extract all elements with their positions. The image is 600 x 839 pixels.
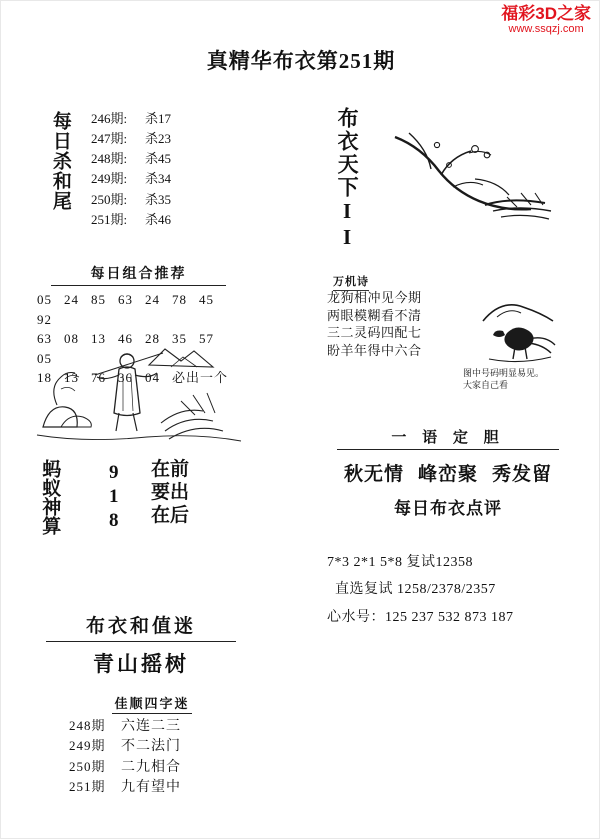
buyi-tianxia-label: 布衣天下II	[335, 107, 360, 251]
scholar-scene-illustration	[31, 331, 246, 451]
ant-word: 在	[151, 504, 171, 526]
combo-cell: 24	[145, 292, 160, 307]
kill-period: 248期:	[91, 151, 128, 167]
plum-branch-icon	[389, 119, 564, 229]
combo-cell: 13	[91, 331, 106, 346]
dan-word: 峰峦聚	[417, 464, 478, 485]
kill-value: 杀34	[145, 171, 172, 187]
combo-cell: 63	[118, 292, 133, 307]
combo-cell: 18	[37, 370, 52, 385]
four-char-period: 251期	[69, 778, 106, 794]
four-char-text: 不二法门	[121, 739, 181, 755]
four-char-period: 250期	[69, 758, 106, 774]
numbers-line-3: 心水号：125 237 532 873 187	[327, 609, 514, 625]
four-char-text: 六连二三	[121, 719, 181, 734]
note-line: 图中号码明显易见。	[463, 368, 545, 378]
kill-value: 杀23	[145, 131, 172, 147]
wanji-poem-lines	[327, 289, 422, 359]
combo-cell: 05	[37, 350, 52, 366]
table-row	[69, 737, 219, 757]
table-row	[69, 758, 219, 778]
bird-rock-icon	[463, 287, 573, 367]
kill-value: 杀45	[145, 151, 172, 167]
combo-cell: 35	[172, 331, 187, 346]
list-item	[91, 190, 171, 210]
four-char-text: 二九相合	[121, 759, 181, 775]
kill-value: 杀17	[145, 111, 172, 126]
list-item	[91, 129, 171, 149]
combo-cell: 28	[145, 331, 160, 346]
ant-word: 出	[170, 481, 190, 503]
combo-cell: 05	[37, 292, 52, 307]
combo-cell: 46	[118, 331, 133, 346]
combo-cell: 57	[199, 331, 214, 346]
list-item	[151, 505, 189, 528]
combo-cell: 63	[37, 331, 52, 346]
note-line: 大家自己看	[463, 380, 509, 391]
list-item	[151, 459, 189, 482]
table-row	[69, 778, 219, 798]
ant-divination-block	[31, 459, 246, 539]
list-item	[91, 210, 171, 230]
combo-cell: 36	[118, 370, 133, 385]
ant-divination-label: 蚂蚁神算	[39, 459, 61, 535]
table-row	[69, 717, 219, 737]
ant-number: 8	[109, 509, 119, 531]
yiyu-dingdan-block	[323, 426, 573, 519]
table-row	[37, 290, 246, 329]
list-item	[91, 149, 171, 169]
ant-divination-words	[151, 459, 189, 527]
ant-word: 在	[151, 459, 171, 480]
four-char-riddle-block	[69, 693, 219, 798]
dan-word: 秀发留	[492, 464, 553, 485]
dan-word: 秋无情	[343, 464, 404, 485]
list-item	[91, 169, 171, 189]
combo-cell: 76	[91, 370, 106, 385]
watermark	[501, 5, 591, 35]
watermark-main-text: 福彩3D之家	[501, 4, 591, 23]
ant-word: 后	[170, 504, 190, 526]
poem-line: 三二灵码四配七	[327, 325, 422, 341]
kill-period: 247期:	[91, 131, 128, 147]
four-char-riddle-title: 佳顺四字迷	[112, 693, 191, 714]
four-char-period: 249期	[69, 738, 106, 754]
buyi-riddle-title: 布衣和值迷	[46, 611, 236, 642]
combo-cell: 08	[64, 331, 79, 346]
kill-value: 杀46	[145, 211, 172, 227]
yiyu-dingdan-title: 一 语 定 胆	[337, 426, 559, 450]
yiyu-dingdan-subtitle: 每日布衣点评	[394, 499, 502, 518]
combo-cell: 13	[64, 370, 79, 385]
combo-cell: 78	[172, 292, 187, 307]
poem-line: 两眼模糊看不清	[327, 307, 422, 323]
daily-kill-block	[41, 107, 246, 227]
combo-cell: 85	[91, 292, 106, 307]
poem-line: 盼羊年得中六合	[327, 342, 422, 358]
combo-cell: 92	[37, 311, 52, 327]
kill-value: 杀35	[145, 191, 172, 207]
ant-number: 9	[109, 462, 119, 483]
poem-line: 龙狗相冲见今期	[327, 290, 422, 305]
page-title: 真精华布衣第251期	[206, 49, 396, 73]
wanji-poem-note	[463, 367, 544, 391]
four-char-period: 248期	[69, 718, 106, 733]
buyi-tianxia-block	[331, 107, 571, 257]
ant-divination-numbers	[109, 461, 119, 532]
yiyu-dingdan-words	[323, 459, 573, 486]
combo-cell: 45	[199, 292, 214, 307]
daily-combo-title: 每日组合推荐	[51, 263, 226, 286]
buyi-riddle-answer: 青山摇树	[93, 652, 189, 676]
numbers-line-2: 直选复试 1258/2378/2357	[335, 582, 496, 598]
numbers-line-1: 7*3 2*1 5*8 复试12358	[327, 555, 473, 570]
watermark-url-text: www.ssqzj.com	[508, 22, 584, 35]
list-item	[151, 482, 189, 505]
ant-word: 要	[151, 481, 171, 503]
list-item	[91, 109, 171, 129]
combo-cell: 04	[145, 370, 160, 385]
kill-period: 251期:	[91, 211, 128, 227]
kill-period: 246期:	[91, 111, 128, 126]
daily-kill-label: 每日杀和尾	[49, 111, 71, 211]
ant-number: 1	[109, 485, 119, 507]
four-char-riddle-rows	[69, 717, 219, 798]
wanji-poem-block	[323, 273, 573, 393]
ant-word: 前	[170, 459, 190, 480]
kill-period: 250期:	[91, 191, 128, 207]
four-char-text: 九有望中	[121, 779, 181, 795]
numbers-block	[323, 549, 578, 631]
daily-kill-list	[91, 109, 171, 230]
wanji-poem-title: 万机诗	[333, 273, 369, 291]
kill-period: 249期:	[91, 171, 128, 187]
buyi-riddle-block	[46, 611, 236, 678]
combo-tail-text: 必出一个	[172, 370, 229, 385]
combo-cell: 24	[64, 292, 79, 307]
